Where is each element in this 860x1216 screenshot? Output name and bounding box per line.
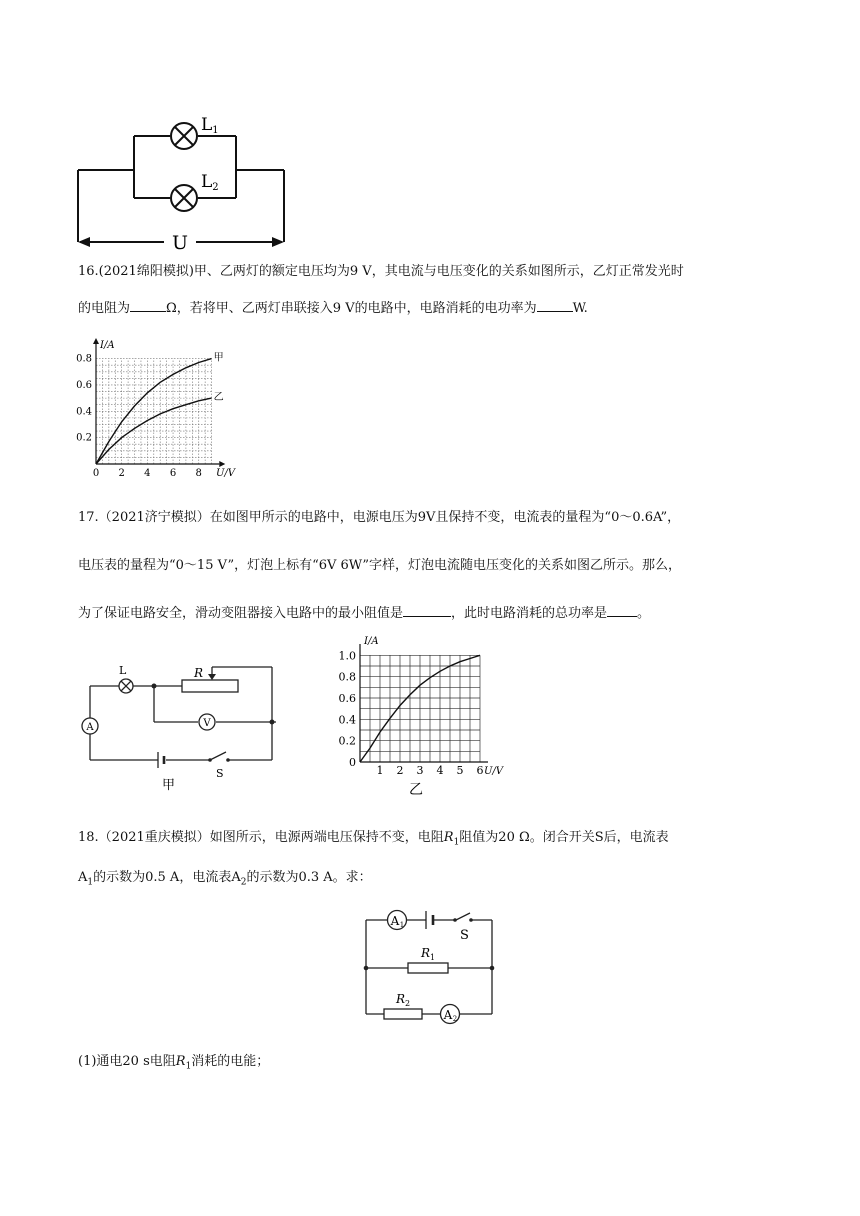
q18-line2-text-c: 的示数为0.3 A。求：	[246, 870, 372, 885]
x-tick-label: 2	[396, 764, 404, 777]
q18-a1-symbol: A	[78, 870, 88, 885]
resistor-r1-icon	[408, 963, 448, 973]
x-tick-label: 4	[436, 764, 444, 777]
q17-switch-label: S	[216, 767, 224, 780]
q17-lamp-label: L	[119, 664, 127, 677]
x-axis-label: U/V	[484, 766, 504, 777]
x-tick-label: 6	[476, 764, 484, 777]
y-axis-arrow	[93, 338, 99, 344]
series-label-1: 甲	[213, 352, 224, 364]
q17-blank-2	[607, 604, 637, 617]
lamp-l1-label: L1	[201, 115, 219, 136]
q18-line2-text-b: 的示数为0.5 A，电流表A	[93, 870, 241, 885]
q18-sub1	[78, 1052, 269, 1077]
y-tick-label: 0.8	[76, 353, 92, 365]
y-tick-label: 0.2	[338, 734, 356, 748]
lamp-l2-label: L2	[201, 172, 219, 193]
y-axis-label: I/A	[364, 636, 379, 647]
lamp-icon	[119, 679, 133, 693]
q18-sub1-r-sub: 1	[185, 1061, 192, 1072]
q16-blank-2	[537, 299, 573, 312]
battery-icon	[158, 752, 164, 768]
svg-text:V: V	[203, 718, 211, 729]
y-axis-label: I/A	[100, 340, 115, 351]
q18-r1-symbol: R	[443, 830, 454, 845]
x-tick-label: 8	[195, 468, 202, 479]
y-tick-label: 0.6	[76, 379, 92, 391]
x-tick-label: 6	[169, 468, 177, 479]
lamp-l1-icon	[171, 123, 197, 149]
x-tick-label: 3	[416, 764, 424, 777]
ammeter-a2-icon	[441, 1005, 460, 1024]
svg-text:A: A	[443, 1008, 453, 1022]
x-tick-label: 4	[144, 468, 151, 479]
ammeter-icon	[82, 718, 98, 734]
battery-icon	[426, 911, 433, 929]
x-tick-label: 5	[456, 764, 464, 777]
q18-line1	[78, 828, 669, 853]
ammeter-a1-icon	[388, 911, 407, 930]
switch-icon	[453, 918, 473, 922]
q18-circuit	[360, 900, 500, 1026]
series-label-2: 乙	[213, 392, 224, 404]
q18-sub1-text-a: (1)通电20 s电阻	[78, 1054, 176, 1069]
voltmeter-icon	[199, 714, 215, 730]
q16-iu-chart	[70, 336, 240, 479]
q17-line2: 电压表的量程为“0～15 V”，灯泡上标有“6V 6W”字样，灯泡电流随电压变化的关系如图乙所示。那么，	[78, 558, 682, 573]
resistor-r2-icon	[384, 1009, 422, 1019]
x-tick-label: 2	[118, 468, 125, 479]
q18-line1-text-a: 18.（2021重庆模拟）如图所示，电源两端电压保持不变，电阻	[78, 830, 444, 845]
q18-a2-sub: 2	[240, 877, 247, 888]
q16-line2	[78, 299, 588, 319]
y-tick-label: 0.6	[338, 692, 356, 705]
q16-line1: 16.(2021绵阳模拟)甲、乙两灯的额定电压均为9 V，其电流与电压变化的关系如图所示，乙灯正常发光时	[78, 264, 684, 279]
q16-line2-text-b: Ω，若将甲、乙两灯串联接入9 V的电路中，电路消耗的电功率为	[166, 301, 537, 316]
q17-line3-text-b: ，此时电路消耗的总功率是	[451, 606, 608, 621]
y-tick-label: 0.4	[338, 713, 356, 727]
q17-blank-1	[403, 604, 451, 617]
x-tick-label: 0	[92, 468, 100, 479]
q17-line3-text-c: 。	[637, 606, 651, 621]
q17-line3	[78, 604, 650, 624]
svg-text:1: 1	[399, 921, 405, 929]
lamp-l2-icon	[171, 185, 197, 211]
q18-r1-sub: 1	[453, 837, 460, 848]
y-tick-label: 1.0	[338, 649, 356, 663]
x-tick-label: 1	[376, 764, 384, 777]
svg-text:2: 2	[452, 1015, 458, 1023]
svg-text:A: A	[390, 914, 400, 928]
q18-line2	[78, 868, 372, 893]
q18-r1-label: $R_1$	[421, 946, 436, 962]
q16-blank-1	[130, 299, 166, 312]
svg-text:A: A	[86, 722, 94, 733]
q18-switch-label: S	[460, 928, 469, 943]
q17-caption-jia: 甲	[162, 778, 176, 793]
q18-sub1-text-b: 消耗的电能；	[191, 1054, 270, 1069]
y-tick-label: 0.2	[76, 432, 92, 444]
q17-iu-chart	[330, 632, 504, 800]
q16-line2-text-a: 的电阻为	[78, 301, 131, 316]
y-tick-label: 0	[349, 756, 356, 769]
q17-rheostat-label: R	[194, 666, 204, 680]
chart-caption-yi: 乙	[409, 782, 423, 798]
q18-a1-sub: 1	[87, 877, 94, 888]
q18-line1-text-b: 阻值为20 Ω。闭合开关S后，电流表	[459, 830, 669, 845]
x-axis-label: U/V	[216, 468, 236, 479]
q18-sub1-r-symbol: R	[175, 1054, 186, 1069]
y-tick-label: 0.4	[76, 406, 92, 418]
q18-r2-label: $R_2$	[396, 992, 411, 1008]
y-tick-label: 0.8	[338, 670, 356, 684]
q17-circuit-jia	[76, 656, 290, 794]
q17-line1: 17.（2021济宁模拟）在如图甲所示的电路中，电源电压为9V且保持不变，电流表的量程为“0～0.6A”，	[78, 510, 681, 525]
parallel-lamps-circuit	[70, 108, 300, 254]
q16-line2-text-c: W.	[572, 301, 588, 316]
x-axis-arrow	[219, 461, 225, 467]
q17-line3-text-a: 为了保证电路安全，滑动变阻器接入电路中的最小阻值是	[78, 606, 404, 621]
voltage-u-label: U	[171, 232, 189, 254]
rheostat-icon	[182, 674, 238, 692]
